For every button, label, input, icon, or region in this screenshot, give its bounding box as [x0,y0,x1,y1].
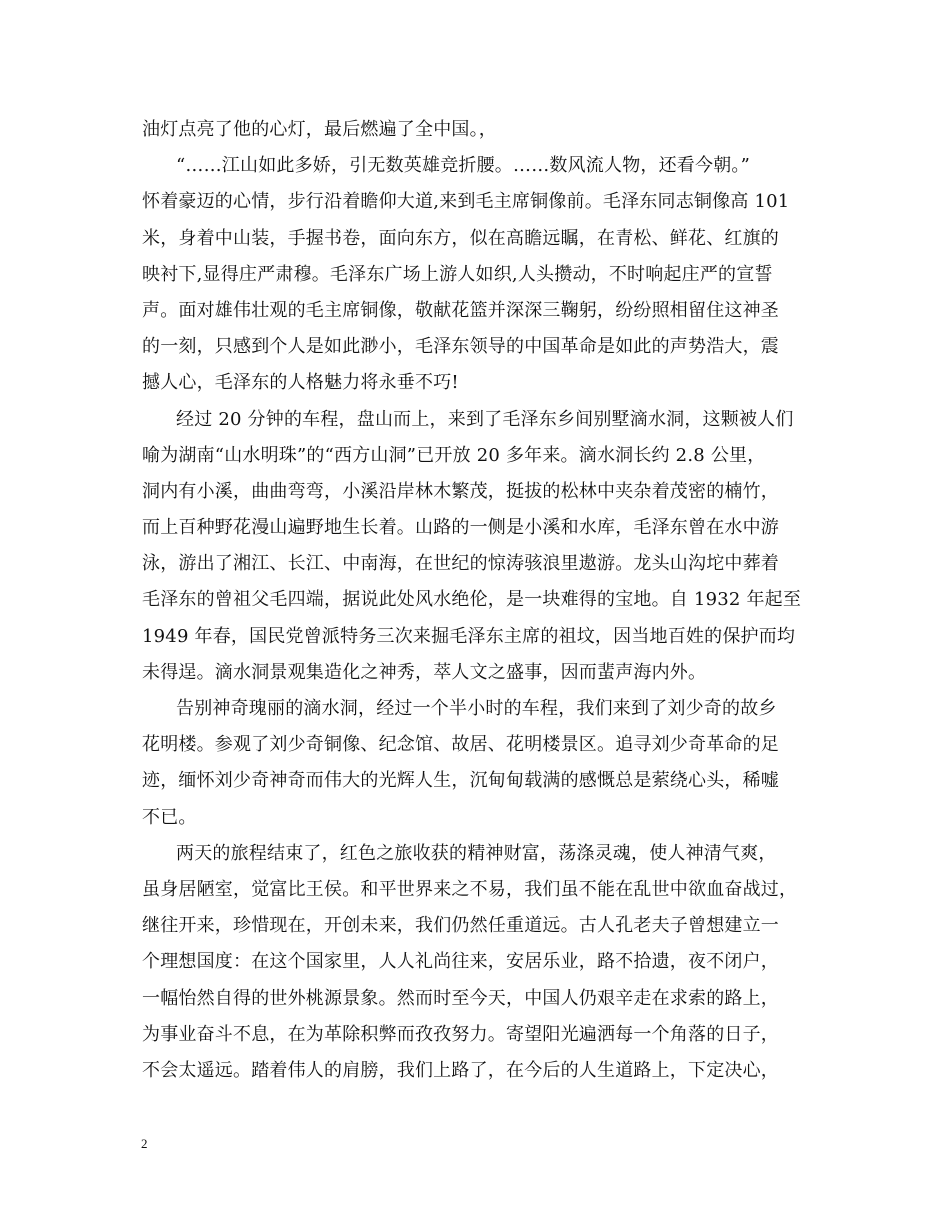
text-line: 映衬下,显得庄严肃穆。毛泽东广场上游人如织,人头攒动，不时响起庄严的宣誓 [142,263,773,285]
text-line: 撼人心，毛泽东的人格魅力将永垂不巧! [142,372,459,394]
text-line: 两天的旅程结束了，红色之旅收获的精神财富，荡涤灵魂，使人神清气爽， [176,842,777,864]
text-line: 不已。 [142,806,197,828]
text-line: 毛泽东的曾祖父毛四端，据说此处风水绝伦，是一块难得的宝地。自 1932 年起至 [142,589,802,611]
text-line: 未得逞。滴水洞景观集造化之神秀，萃人文之盛事，因而蜚声海内外。 [142,661,707,683]
text-line: 喻为湖南“山水明珠”的“西方山洞”已开放 20 多年来。滴水洞长约 2.8 公里， [142,444,766,466]
text-line: 洞内有小溪，曲曲弯弯，小溪沿岸林木繁茂，挺拔的松林中夹杂着茂密的楠竹， [142,480,779,502]
text-line: 而上百种野花漫山遍野地生长着。山路的一侧是小溪和水库，毛泽东曾在水中游 [142,517,779,539]
text-line: 继往开来，珍惜现在，开创未来，我们仍然任重道远。古人孔老夫子曾想建立一 [142,915,779,937]
body-text [142,112,812,1089]
text-line: 泳，游出了湘江、长江、中南海，在世纪的惊涛骇浪里遨游。龙头山沟坨中葬着 [142,553,779,575]
text-line: 虽身居陋室，觉富比王侯。和平世界来之不易，我们虽不能在乱世中欲血奋战过， [142,878,798,900]
text-line: 1949 年春，国民党曾派特务三次来掘毛泽东主席的祖坟，因当地百姓的保护而均 [142,625,796,647]
text-line: 的一刻，只感到个人是如此渺小，毛泽东领导的中国革命是如此的声势浩大，震 [142,336,779,358]
text-line: 告别神奇瑰丽的滴水洞，经过一个半小时的车程，我们来到了刘少奇的故乡 [176,698,777,719]
text-line: 一幅怡然自得的世外桃源景象。然而时至今天，中国人仍艰辛走在求索的路上， [142,987,779,1009]
text-line: 不会太遥远。踏着伟人的肩膀，我们上路了，在今后的人生道路上，下定决心， [142,1059,779,1081]
text-line: 个理想国度：在这个国家里，人人礼尚往来，安居乐业，路不拾遗，夜不闭户， [142,951,779,973]
text-line: 为事业奋斗不息，在为革除积弊而孜孜努力。寄望阳光遍洒每一个角落的日子， [142,1023,779,1045]
text-line: 怀着豪迈的心情，步行沿着瞻仰大道,来到毛主席铜像前。毛泽东同志铜像高 101 [142,191,790,213]
text-line: “……江山如此多娇，引无数英雄竞折腰。……数风流人物，还看今朝。” [176,155,751,177]
text-line: 花明楼。参观了刘少奇铜像、纪念馆、故居、花明楼景区。追寻刘少奇革命的足 [142,734,779,756]
page-number: 2 [141,1136,148,1151]
text-line: 米，身着中山装，手握书卷，面向东方，似在高瞻远瞩，在青松、鲜花、红旗的 [142,227,779,249]
text-line: 油灯点亮了他的心灯，最后燃遍了全中国。， [142,119,497,140]
text-line: 迹，缅怀刘少奇神奇而伟大的光辉人生，沉甸甸载满的感慨总是萦绕心头，稀嘘 [142,770,779,792]
text-line: 经过 20 分钟的车程，盘山而上，来到了毛泽东乡间别墅滴水洞，这颗被人们 [176,408,794,430]
text-line: 声。面对雄伟壮观的毛主席铜像，敬献花篮并深深三鞠躬，纷纷照相留住这神圣 [142,299,779,321]
